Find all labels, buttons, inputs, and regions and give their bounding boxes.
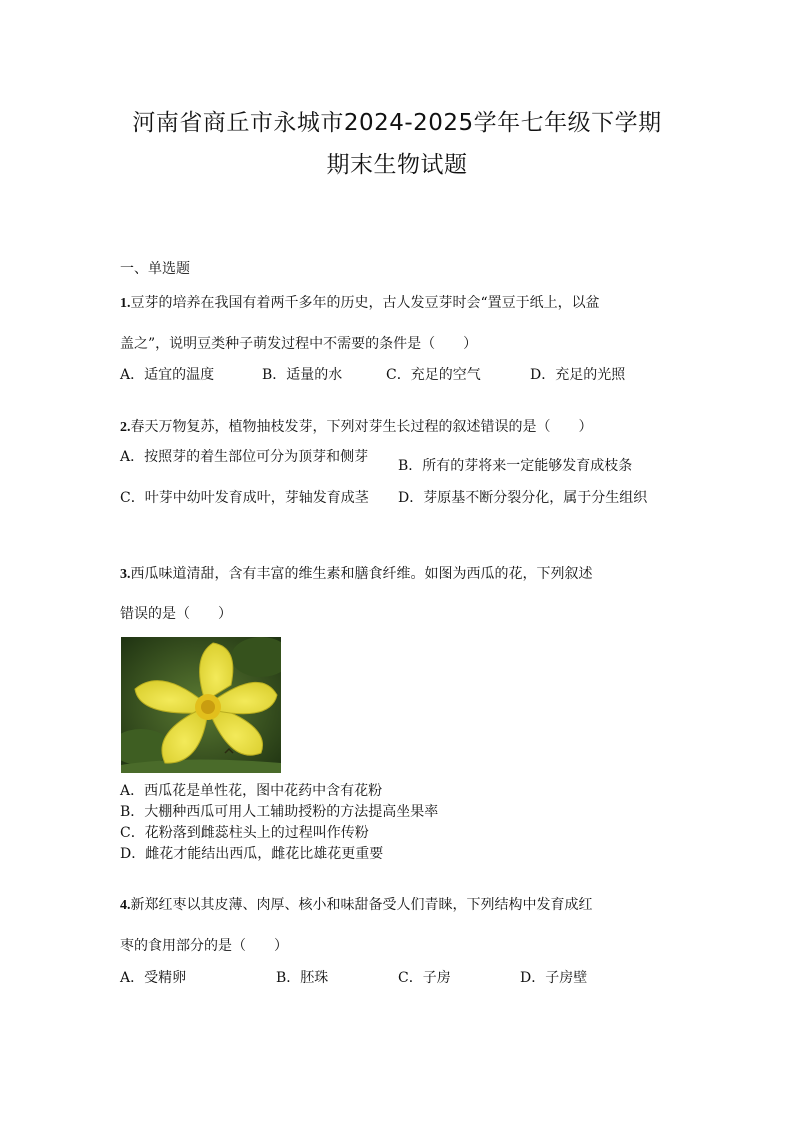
question-3-option-d[interactable]: D．雌花才能结出西瓜，雌花比雄花更重要 [120,846,384,862]
section-heading: 一、单选题 [120,261,190,277]
question-2-option-b[interactable]: B．所有的芽将来一定能够发育成枝条 [398,458,633,474]
question-number: 4. [120,898,131,913]
question-4-line2: 枣的食用部分的是（ ） [120,938,288,954]
question-1-line2: 盖之”，说明豆类种子萌发过程中不需要的条件是（ ） [120,336,478,352]
question-2-option-c[interactable]: C．叶芽中幼叶发育成叶，芽轴发育成茎 [120,490,369,506]
question-4-option-b[interactable]: B．胚珠 [276,970,329,986]
question-2-option-d[interactable]: D．芽原基不断分裂分化，属于分生组织 [398,490,648,506]
question-number: 2. [120,420,131,435]
question-3-option-a[interactable]: A．西瓜花是单性花，图中花药中含有花粉 [120,783,383,799]
question-3-line1: 3.西瓜味道清甜，含有丰富的维生素和膳食纤维。如图为西瓜的花，下列叙述 [120,566,593,582]
question-3-option-b[interactable]: B．大棚种西瓜可用人工辅助授粉的方法提高坐果率 [120,804,439,820]
question-3-line2: 错误的是（ ） [120,606,232,622]
question-4-option-a[interactable]: A．受精卵 [120,970,187,986]
question-1-option-a[interactable]: A．适宜的温度 [120,367,215,383]
question-1-line1: 1.豆芽的培养在我国有着两千多年的历史，古人发豆芽时会“置豆于纸上，以盆 [120,295,600,311]
question-1-option-d[interactable]: D．充足的光照 [530,367,626,383]
question-4-line1: 4.新郑红枣以其皮薄、肉厚、核小和味甜备受人们青睐，下列结构中发育成红 [120,897,593,913]
question-1-option-b[interactable]: B．适量的水 [262,367,343,383]
question-number: 3. [120,567,131,582]
question-1-option-c[interactable]: C．充足的空气 [386,367,481,383]
question-2-option-a[interactable]: A．按照芽的着生部位可分为顶芽和侧芽 [120,449,369,465]
question-4-option-c[interactable]: C．子房 [398,970,451,986]
watermelon-flower-photo [121,637,281,773]
question-number: 1. [120,296,131,311]
question-2-stem: 2.春天万物复苏，植物抽枝发芽，下列对芽生长过程的叙述错误的是（ ） [120,419,593,435]
question-3-option-c[interactable]: C．花粉落到雌蕊柱头上的过程叫作传粉 [120,825,369,841]
exam-title-line1: 河南省商丘市永城市2024-2025学年七年级下学期 [132,110,662,136]
question-4-option-d[interactable]: D．子房壁 [520,970,588,986]
exam-title-line2: 期末生物试题 [326,152,468,178]
